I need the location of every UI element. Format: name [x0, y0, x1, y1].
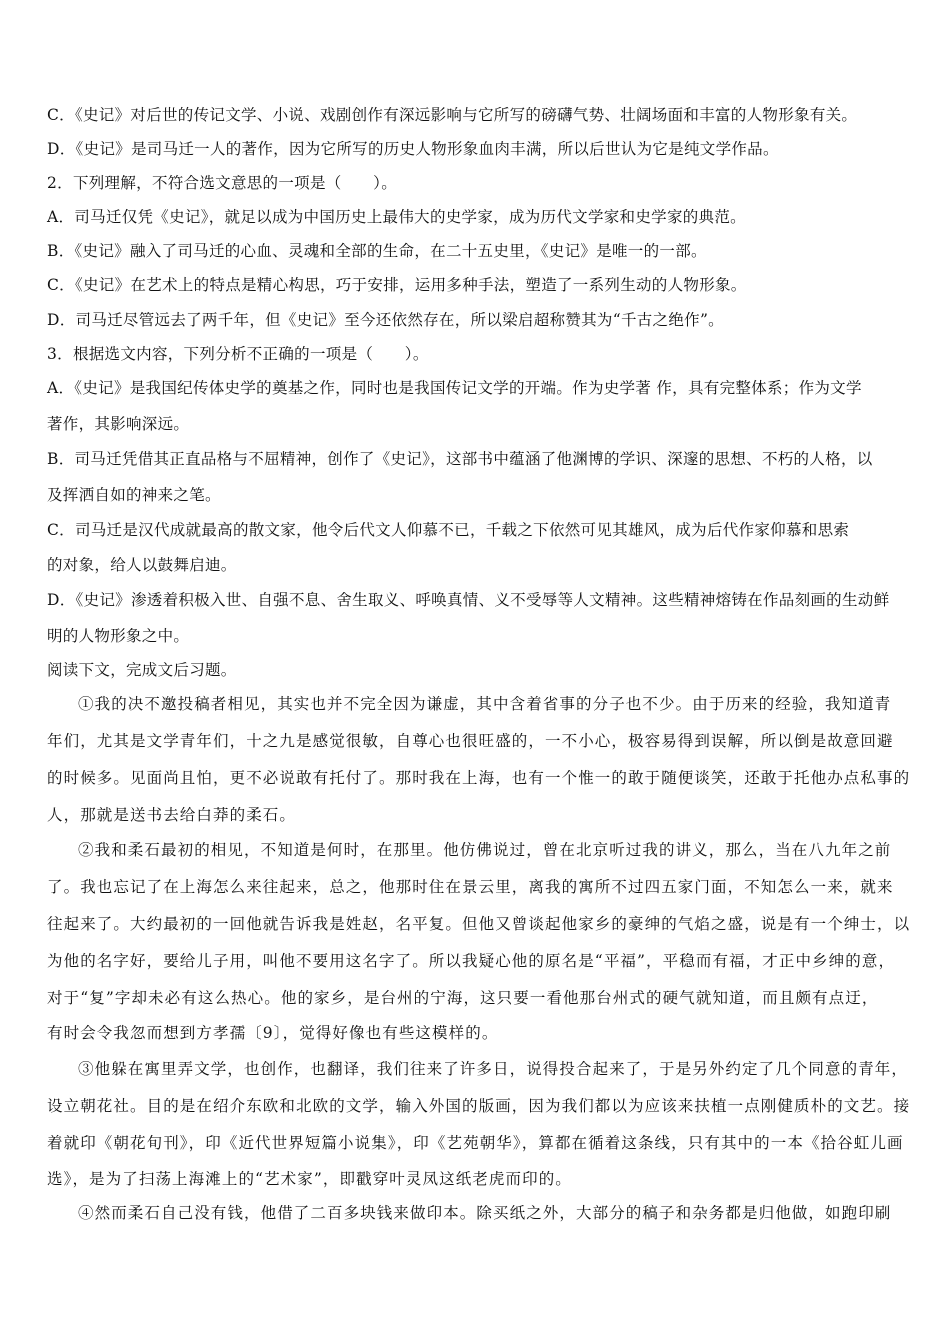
- q3-option-b: B．司马迁凭借其正直品格与不屈精神，创作了《史记》，这部书中蕴涵了他渊博的学识、深邃的思想、不朽的人格，以: [47, 450, 873, 468]
- passage-p1-line: ①我的决不邀投稿者相见，其实也并不完全因为谦虚，其中含着省事的分子也不少。由于历来的经验，我知道青: [78, 695, 892, 713]
- q1-option-c: C．《史记》对后世的传记文学、小说、戏剧创作有深远影响与它所写的磅礴气势、壮阔场面和丰富的人物形象有关。: [47, 106, 858, 124]
- q3-option-c: C．司马迁是汉代成就最高的散文家，他令后代文人仰慕不已，千载之下依然可见其雄风，成为后代作家仰慕和思索: [47, 521, 850, 539]
- q2-stem: 2．下列理解，不符合选文意思的一项是（ ）。: [47, 174, 398, 192]
- q2-option-c: C．《史记》在艺术上的特点是精心构思，巧于安排，运用多种手法，塑造了一系列生动的人物形象。: [47, 276, 747, 294]
- q3-option-a-cont: 著作，其影响深远。: [47, 415, 190, 433]
- passage-p3-line: 设立朝花社。目的是在绍介东欧和北欧的文学，输入外国的版画，因为我们都以为应该来扶植一点刚健质朴的文艺。接: [47, 1097, 911, 1115]
- reading-intro: 阅读下文，完成文后习题。: [47, 661, 237, 679]
- passage-p2-line: 了。我也忘记了在上海怎么来往起来，总之，他那时住在景云里，离我的寓所不过四五家门面，不知怎么一来，就来: [47, 878, 894, 896]
- passage-p1-line: 的时候多。见面尚且怕，更不必说敢有托付了。那时我在上海，也有一个惟一的敢于随便谈笑，还敢于托他办点私事的: [47, 769, 911, 787]
- q1-option-d: D．《史记》是司马迁一人的著作，因为它所写的历史人物形象血肉丰满，所以后世认为它是纯文学作品。: [47, 140, 779, 158]
- q2-option-d: D．司马迁尽管远去了两千年，但《史记》至今还依然存在，所以梁启超称赞其为“千古之绝作”。: [47, 311, 724, 329]
- q3-option-c-cont: 的对象，给人以鼓舞启迪。: [47, 556, 237, 574]
- q3-stem: 3．根据选文内容，下列分析不正确的一项是（ ）。: [47, 345, 429, 363]
- passage-p2-line: 有时会令我忽而想到方孝孺〔9〕，觉得好像也有些这模样的。: [47, 1024, 499, 1042]
- q3-option-d: D．《史记》渗透着积极入世、自强不息、舍生取义、呼唤真情、义不受辱等人文精神。这些精神熔铸在作品刻画的生动鲜: [47, 591, 890, 609]
- passage-p2-line: 对于“复”字却未必有这么热心。他的家乡，是台州的宁海，这只要一看他那台州式的硬气就知道，而且颇有点迂，: [47, 989, 879, 1007]
- passage-p1-line: 年们，尤其是文学青年们，十之九是感觉很敏，自尊心也很旺盛的，一不小心，极容易得到误解，所以倒是故意回避: [47, 732, 894, 750]
- q3-option-b-cont: 及挥洒自如的神来之笔。: [47, 486, 221, 504]
- passage-p2-line: 往起来了。大约最初的一回他就告诉我是姓赵，名平复。但他又曾谈起他家乡的豪绅的气焰之盛，说是有一个绅士，以: [47, 915, 911, 933]
- passage-p2-line: ②我和柔石最初的相见，不知道是何时，在那里。他仿佛说过，曾在北京听过我的讲义，那么，当在八九年之前: [78, 841, 892, 859]
- q3-option-a: A．《史记》是我国纪传体史学的奠基之作，同时也是我国传记文学的开端。作为史学著 作，具有完整体系；作为文学: [47, 379, 862, 397]
- passage-p3-line: 着就印《朝花旬刊》，印《近代世界短篇小说集》，印《艺苑朝华》，算都在循着这条线，只有其中的一本《拾谷虹儿画: [47, 1134, 904, 1152]
- passage-p3-line: 选》，是为了扫荡上海滩上的“艺术家”，即戳穿叶灵凤这纸老虎而印的。: [47, 1170, 572, 1188]
- passage-p2-line: 为他的名字好，要给儿子用，叫他不要用这名字了。所以我疑心他的原名是“平福”，平稳而有福，才正中乡绅的意，: [47, 952, 896, 970]
- passage-p3-line: ③他躲在寓里弄文学，也创作，也翻译，我们往来了许多日，说得投合起来了，于是另外约定了几个同意的青年，: [78, 1060, 909, 1078]
- q3-option-d-cont: 明的人物形象之中。: [47, 627, 190, 645]
- q2-option-a: A．司马迁仅凭《史记》，就足以成为中国历史上最伟大的史学家，成为历代文学家和史学家的典范。: [47, 208, 746, 226]
- passage-p1-line: 人，那就是送书去给白莽的柔石。: [47, 806, 297, 824]
- q2-option-b: B．《史记》融入了司马迁的心血、灵魂和全部的生命，在二十五史里，《史记》是唯一的一部。: [47, 242, 707, 260]
- passage-p4-line: ④然而柔石自己没有钱，他借了二百多块钱来做印本。除买纸之外，大部分的稿子和杂务都是归他做，如跑印刷: [78, 1204, 892, 1222]
